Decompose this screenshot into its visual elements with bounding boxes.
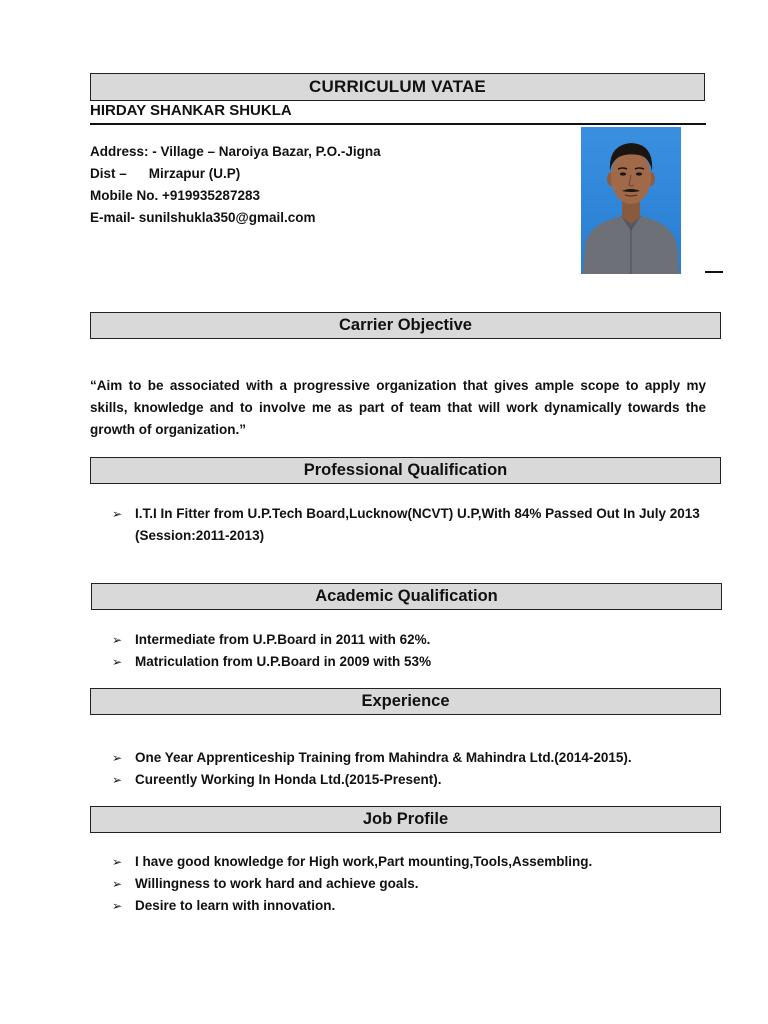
arrow-bullet-icon: ➢ xyxy=(112,751,123,765)
experience-item-text: One Year Apprenticeship Training from Mahindra & Mahindra Ltd.(2014-2015). xyxy=(135,750,632,765)
arrow-bullet-icon: ➢ xyxy=(112,899,123,913)
name-divider xyxy=(90,123,706,125)
list-item xyxy=(112,629,712,651)
document-title: CURRICULUM VATAE xyxy=(90,73,705,101)
professional-list xyxy=(112,503,712,547)
list-item xyxy=(112,747,712,769)
list-item xyxy=(112,873,712,895)
district-line xyxy=(90,163,381,185)
mobile-line: Mobile No. +919935287283 xyxy=(90,188,260,203)
arrow-bullet-icon: ➢ xyxy=(112,633,123,647)
academic-item-text: Intermediate from U.P.Board in 2011 with 62%. xyxy=(135,632,431,647)
job-profile-heading: Job Profile xyxy=(90,806,721,833)
profile-photo xyxy=(581,127,681,274)
experience-heading: Experience xyxy=(90,688,721,715)
job-profile-list xyxy=(112,851,712,917)
objective-heading: Carrier Objective xyxy=(90,312,721,339)
arrow-bullet-icon: ➢ xyxy=(112,877,123,891)
experience-item-text: Cureently Working In Honda Ltd.(2015-Present). xyxy=(135,772,442,787)
academic-heading: Academic Qualification xyxy=(91,583,722,610)
arrow-bullet-icon: ➢ xyxy=(112,507,123,521)
list-item xyxy=(112,651,712,673)
arrow-bullet-icon: ➢ xyxy=(112,655,123,669)
email-line: E-mail- sunilshukla350@gmail.com xyxy=(90,210,316,225)
photo-underline xyxy=(705,271,723,273)
arrow-bullet-icon: ➢ xyxy=(112,855,123,869)
district-value: Mirzapur (U.P) xyxy=(148,166,241,181)
district-label: Dist – xyxy=(90,166,127,181)
job-profile-item-text: Desire to learn with innovation. xyxy=(135,898,336,913)
professional-item-text: I.T.I In Fitter from U.P.Tech Board,Lucknow(NCVT) U.P,With 84% Passed Out In July 2013 xyxy=(135,506,700,521)
job-profile-item-text: Willingness to work hard and achieve goals. xyxy=(135,876,419,891)
list-item xyxy=(112,503,712,547)
academic-item-text: Matriculation from U.P.Board in 2009 with 53% xyxy=(135,654,432,669)
arrow-bullet-icon: ➢ xyxy=(112,773,123,787)
academic-list xyxy=(112,629,712,673)
list-item xyxy=(112,769,712,791)
address-line: Address: - Village – Naroiya Bazar, P.O.-Jigna xyxy=(90,144,381,159)
portrait-illustration xyxy=(581,127,681,274)
contact-block xyxy=(90,141,381,229)
list-item xyxy=(112,895,712,917)
job-profile-item-text: I have good knowledge for High work,Part mounting,Tools,Assembling. xyxy=(135,854,593,869)
objective-text: “Aim to be associated with a progressive organization that gives ample scope to apply my skills, knowledge and to involve me as part of team that will work dynamically towards the growth of organization.” xyxy=(90,378,706,437)
experience-list xyxy=(112,747,712,791)
candidate-name: HIRDAY SHANKAR SHUKLA xyxy=(90,102,292,119)
list-item xyxy=(112,851,712,873)
professional-session-text: (Session:2011-2013) xyxy=(135,528,265,543)
professional-heading: Professional Qualification xyxy=(90,457,721,484)
